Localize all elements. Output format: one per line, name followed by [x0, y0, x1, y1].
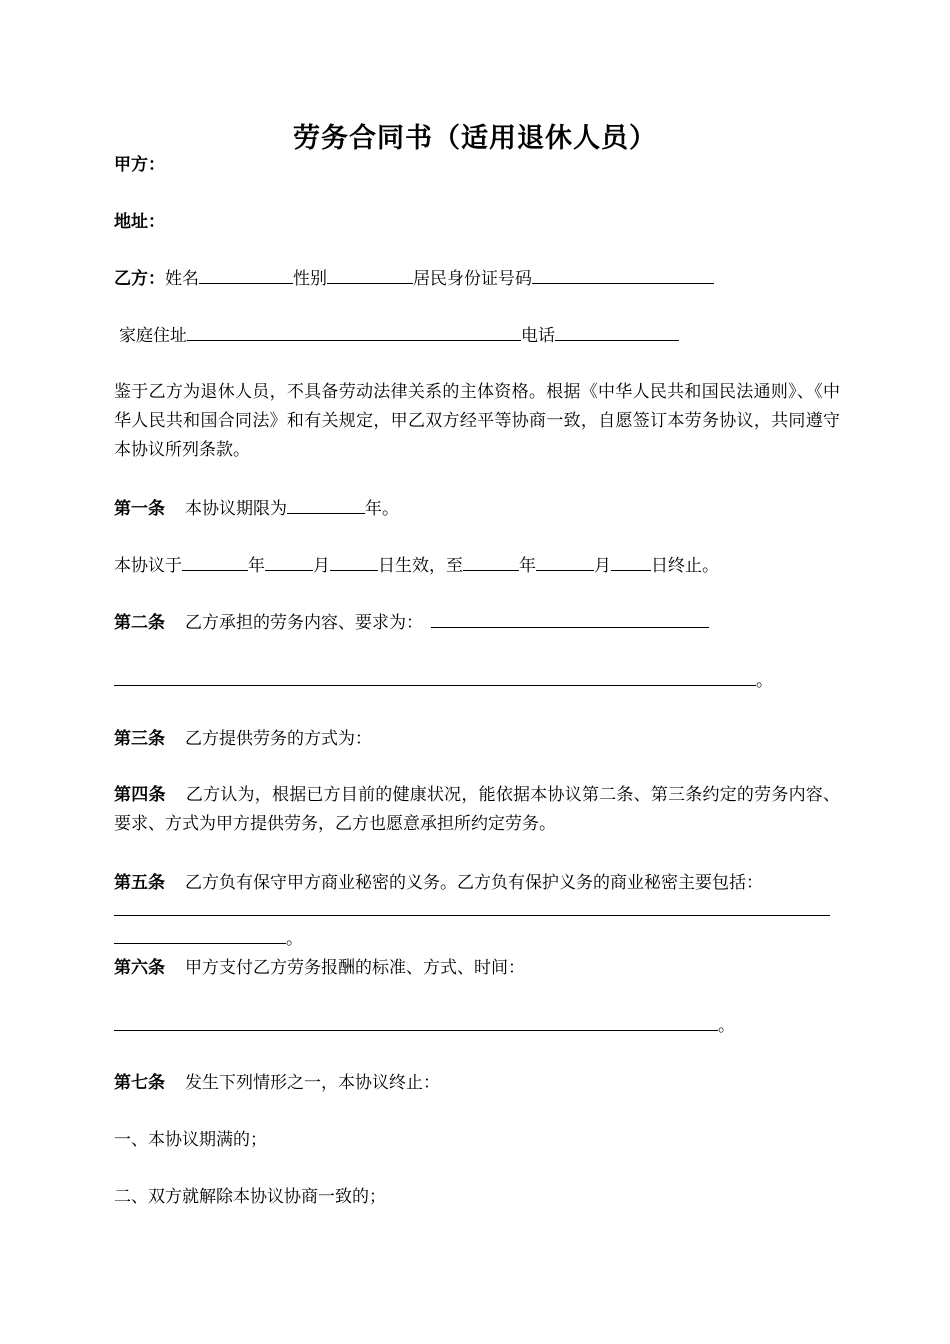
article-6: 第六条 甲方支付乙方劳务报酬的标准、方式、时间： — [114, 958, 525, 978]
termination-item-1: 一、本协议期满的； — [114, 1130, 267, 1150]
home-address-label: 家庭住址 — [119, 326, 187, 346]
article-2-continuation: 。 — [114, 666, 773, 696]
end-month-blank[interactable] — [536, 552, 594, 571]
trade-secret-blank-2[interactable] — [114, 925, 286, 944]
article-number: 第二条 — [114, 613, 165, 633]
article-1: 第一条 本协议期限为 年。 — [114, 494, 399, 524]
phone-blank[interactable] — [555, 322, 679, 341]
address-label: 地址： — [114, 212, 165, 232]
gender-blank[interactable] — [327, 265, 413, 284]
home-address-line — [119, 321, 679, 351]
article-number: 第七条 — [114, 1073, 165, 1093]
start-year-blank[interactable] — [182, 552, 248, 571]
article-number: 第六条 — [114, 958, 165, 978]
article-number: 第一条 — [114, 499, 165, 519]
article-1-dates: 本协议于 年 月 日生效，至 年 月 日终止。 — [114, 551, 719, 581]
article-3: 第三条 乙方提供劳务的方式为： — [114, 729, 372, 749]
start-day-blank[interactable] — [330, 552, 378, 571]
article-5-blank-line — [114, 896, 830, 926]
service-content-blank-2[interactable] — [114, 667, 756, 686]
start-month-blank[interactable] — [265, 552, 313, 571]
article-5: 第五条 乙方负有保守甲方商业秘密的义务。乙方负有保护义务的商业秘密主要包括： — [114, 873, 763, 893]
party-b-label: 乙方： — [114, 269, 165, 289]
name-label: 姓名 — [165, 269, 199, 289]
article-6-continuation: 。 — [114, 1011, 735, 1041]
termination-item-2: 二、双方就解除本协议协商一致的； — [114, 1187, 386, 1207]
home-address-blank[interactable] — [187, 322, 521, 341]
article-number: 第三条 — [114, 729, 165, 749]
service-content-blank[interactable] — [431, 609, 709, 628]
party-a-label: 甲方： — [114, 155, 165, 175]
end-year-blank[interactable] — [463, 552, 519, 571]
article-number: 第五条 — [114, 873, 165, 893]
end-day-blank[interactable] — [611, 552, 651, 571]
id-number-blank[interactable] — [532, 265, 714, 284]
article-4: 第四条 乙方认为，根据已方目前的健康状况，能依据本协议第二条、第三条约定的劳务内容、要求、方式为甲方提供劳务，乙方也愿意承担所约定劳务。 — [114, 785, 841, 834]
name-blank[interactable] — [199, 265, 293, 284]
article-5-continuation: 。 — [114, 924, 303, 954]
id-label: 居民身份证号码 — [413, 269, 532, 289]
trade-secret-blank[interactable] — [114, 897, 830, 916]
article-2: 第二条 乙方承担的劳务内容、要求为： — [114, 608, 709, 638]
article-number: 第四条 — [114, 785, 166, 805]
payment-terms-blank[interactable] — [114, 1012, 718, 1031]
term-years-blank[interactable] — [287, 495, 365, 514]
gender-label: 性别 — [293, 269, 327, 289]
article-7: 第七条 发生下列情形之一，本协议终止： — [114, 1073, 440, 1093]
document-title: 劳务合同书（适用退休人员） — [293, 123, 657, 154]
party-b-line — [114, 264, 714, 294]
phone-label: 电话 — [521, 326, 555, 346]
preamble: 鉴于乙方为退休人员，不具备劳动法律关系的主体资格。根据《中华人民共和国民法通则》、《中华人民共和国合同法》和有关规定，甲乙双方经平等协商一致，自愿签订本劳务协议，共同遵守本协议所列条款。 — [114, 382, 840, 460]
